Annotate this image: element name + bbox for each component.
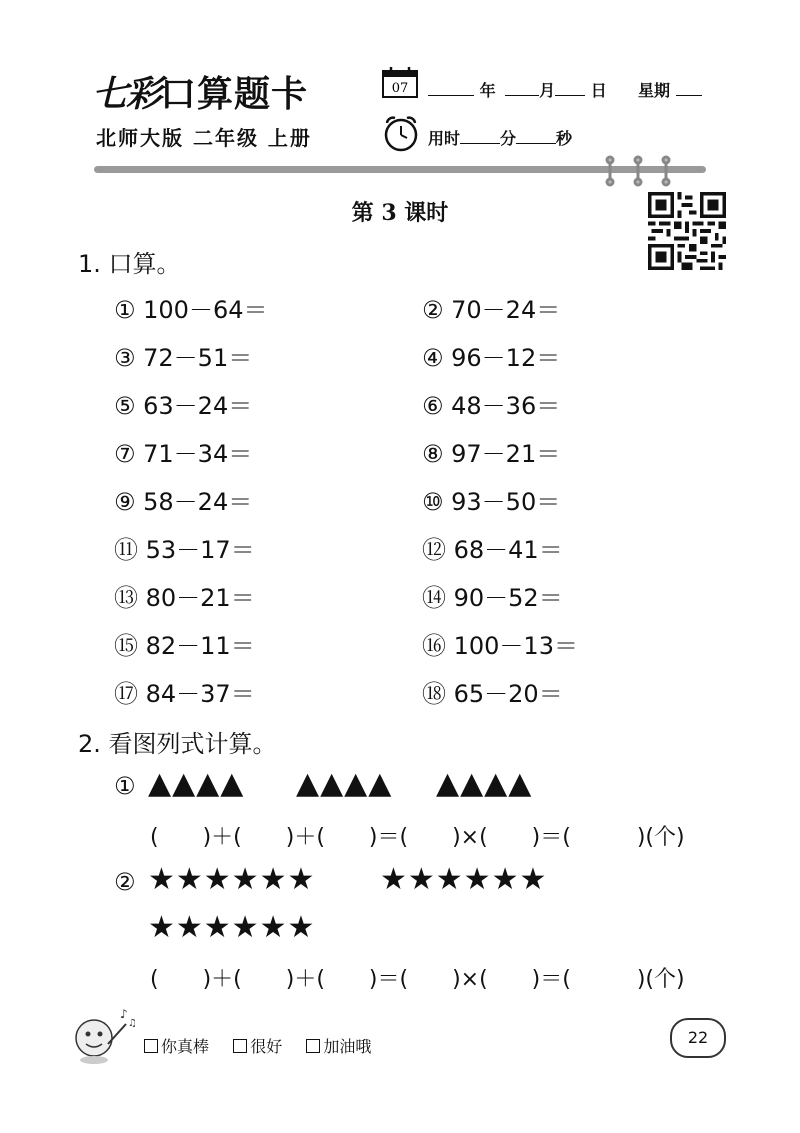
q1-item-18[interactable]: ⑱ 65－20＝ <box>422 680 563 708</box>
q1-item-4[interactable]: ④ 96－12＝ <box>422 344 561 372</box>
minute-label: 分 <box>500 129 517 148</box>
q2-item2-number: ② <box>114 868 136 896</box>
year-label: 年 <box>479 81 496 100</box>
q1-item-6[interactable]: ⑥ 48－36＝ <box>422 392 561 420</box>
month-label: 月 <box>539 81 556 100</box>
alarm-clock-icon <box>382 114 420 152</box>
minute-blank[interactable] <box>460 129 500 144</box>
calendar-day: 07 <box>391 81 409 96</box>
svg-text:♫: ♫ <box>128 1018 137 1029</box>
mascot-icon <box>68 1004 136 1066</box>
option-keep-going[interactable] <box>306 1037 371 1056</box>
second-blank[interactable] <box>516 129 556 144</box>
triangle-group-2: ▲▲▲▲ <box>296 766 393 801</box>
q1-item-1[interactable]: ① 100－64＝ <box>114 296 268 324</box>
q2-item2-answer-line[interactable]: ( )＋( )＋( )＝( )×( )＝( )(个) <box>150 967 685 992</box>
brand-first: 七彩 <box>92 73 161 115</box>
q2-item1-number: ① <box>114 772 136 800</box>
date-line <box>428 78 702 101</box>
checkbox-icon <box>306 1039 320 1053</box>
q1-item-15[interactable]: ⑮ 82－11＝ <box>114 632 255 660</box>
q2-item1-answer-line[interactable]: ( )＋( )＋( )＝( )×( )＝( )(个) <box>150 825 685 850</box>
qr-code-icon[interactable] <box>646 192 728 270</box>
weekday-label: 星期 <box>637 81 670 100</box>
month-blank[interactable] <box>505 81 539 96</box>
option-label: 加油哦 <box>323 1037 372 1056</box>
option-label: 你真棒 <box>161 1037 210 1056</box>
q1-item-17[interactable]: ⑰ 84－37＝ <box>114 680 255 708</box>
self-evaluation <box>144 1034 371 1057</box>
binder-rings-icon <box>600 156 680 186</box>
second-label: 秒 <box>556 129 573 148</box>
checkbox-icon <box>144 1039 158 1053</box>
q1-item-14[interactable]: ⑭ 90－52＝ <box>422 584 563 612</box>
svg-text:♪: ♪ <box>120 1007 128 1021</box>
q1-title: 1. 口算。 <box>78 250 181 278</box>
checkbox-icon <box>233 1039 247 1053</box>
time-used-label: 用时 <box>428 129 461 148</box>
q1-item-12[interactable]: ⑫ 68－41＝ <box>422 536 563 564</box>
q1-item-16[interactable]: ⑯ 100－13＝ <box>422 632 578 660</box>
q1-item-5[interactable]: ⑤ 63－24＝ <box>114 392 253 420</box>
lesson-title: 第 3 课时 <box>351 200 449 226</box>
brand-rest: 口算题卡 <box>160 73 309 115</box>
brand-title <box>92 66 308 117</box>
q1-item-7[interactable]: ⑦ 71－34＝ <box>114 440 253 468</box>
triangle-group-1: ▲▲▲▲ <box>148 766 245 801</box>
time-used-line <box>428 126 572 149</box>
weekday-blank[interactable] <box>676 81 702 96</box>
star-group-1: ★★★★★★ <box>148 862 316 897</box>
calendar-icon <box>382 66 418 98</box>
day-label: 日 <box>590 81 607 100</box>
q1-item-10[interactable]: ⑩ 93－50＝ <box>422 488 561 516</box>
star-group-2: ★★★★★★ <box>380 862 548 897</box>
day-blank[interactable] <box>555 81 585 96</box>
edition-subtitle: 北师大版 二年级 上册 <box>96 126 312 150</box>
q1-item-3[interactable]: ③ 72－51＝ <box>114 344 253 372</box>
q1-item-11[interactable]: ⑪ 53－17＝ <box>114 536 255 564</box>
q2-title: 2. 看图列式计算。 <box>78 730 277 758</box>
star-group-3: ★★★★★★ <box>148 910 316 945</box>
page-number: 22 <box>670 1018 726 1058</box>
q1-item-2[interactable]: ② 70－24＝ <box>422 296 561 324</box>
year-blank[interactable] <box>428 81 474 96</box>
q1-item-13[interactable]: ⑬ 80－21＝ <box>114 584 255 612</box>
triangle-group-3: ▲▲▲▲ <box>436 766 533 801</box>
q1-item-9[interactable]: ⑨ 58－24＝ <box>114 488 253 516</box>
option-label: 很好 <box>250 1037 283 1056</box>
q1-item-8[interactable]: ⑧ 97－21＝ <box>422 440 561 468</box>
option-good[interactable] <box>233 1037 282 1056</box>
option-great[interactable] <box>144 1037 209 1056</box>
